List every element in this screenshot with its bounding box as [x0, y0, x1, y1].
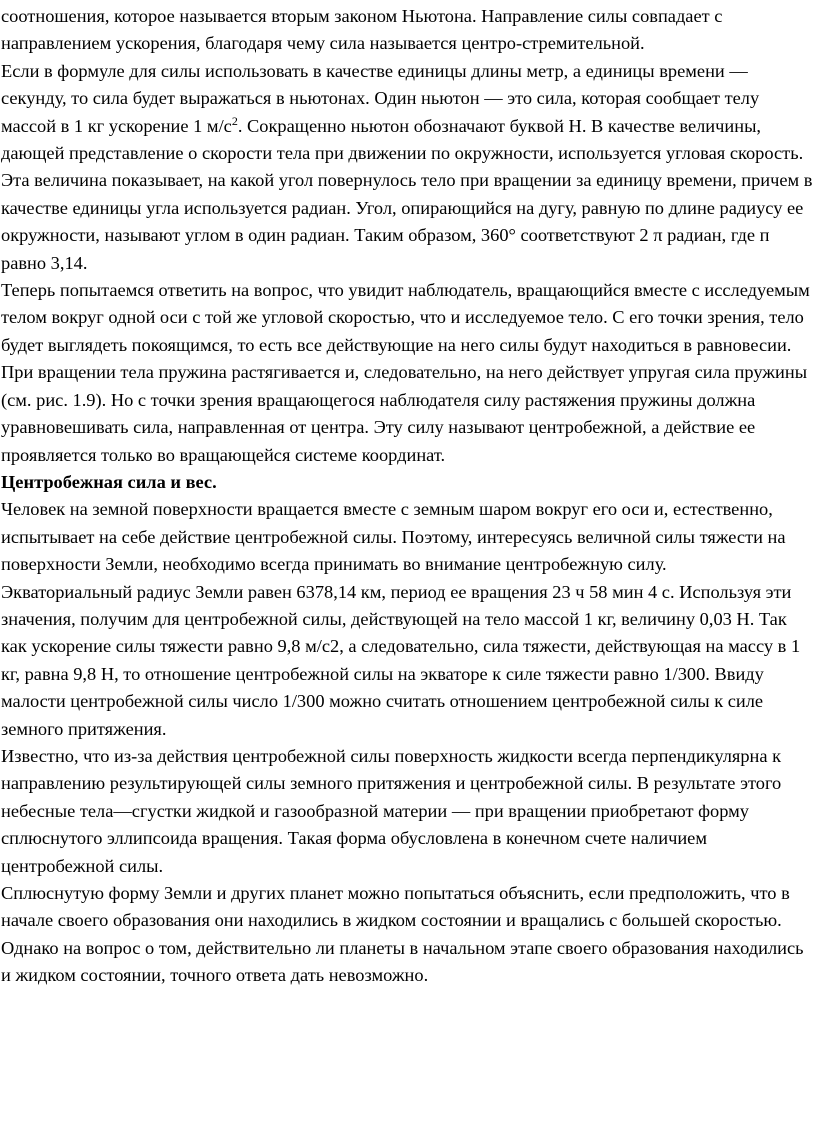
paragraph-newton-unit-text: Если в формуле для силы использовать в качестве единицы длины метр, а единицы времени — секунду, то сила будет выражаться в ньютонах. Один ньютон — это сила, которая сообщает телу массой в 1 кг ускорение 1 м/с	[1, 60, 760, 136]
superscript-exponent: 2	[231, 113, 238, 128]
paragraph-human-rotation: Человек на земной поверхности вращается вместе с земным шаром вокруг его оси и, естественно, испытывает на себе действие центробежной силы. Поэтому, интересуясь величной силы тяжести на поверхности Земли, необходимо всегда принимать во внимание центробежную силу.	[1, 499, 786, 575]
paragraph-oblate-shape: Сплюснутую форму Земли и других планет можно попытаться объяснить, если предположить, что в начале своего образования они находились в жидком состоянии и вращались с большей скоростью. Однако на вопрос о том, действительно ли планеты в начальном этапе своего образования находились и жидком состоянии, точного ответа дать невозможно.	[1, 883, 804, 986]
paragraph-newton-unit-text-end: . Сокращенно ньютон обозначают буквой Н. В качестве величины, дающей представление о скорости тела при движении по окружности, используется угловая скорость.	[1, 115, 804, 164]
paragraph-liquid-surface: Известно, что из-за действия центробежной силы поверхность жидкости всегда перпендикулярна к направлению результирующей силы земного притяжения и центробежной силы. В результате этого небесные тела—сгустки жидкой и газообразной материи — при вращении приобретают форму сплюснутого эллипсоида вращения. Такая форма обусловлена в конечном счете наличием центробежной силы.	[1, 745, 782, 876]
paragraph-equatorial-radius: Экваториальный радиус Земли равен 6378,14 км, период ее вращения 23 ч 58 мин 4 с. Используя эти значения, получим для центробежной силы, действующей на тело массой 1 кг, величину 0,03 Н. Так как ускорение силы тяжести равно 9,8 м/с2, а следовательно, сила тяжести, действующая на массу в 1 кг, равна 9,8 Н, то отношение центробежной силы на экваторе к силе тяжести равно 1/300. Ввиду малости центробежной силы число 1/300 можно считать отношением центробежной силы к силе земного притяжения.	[1, 581, 801, 739]
paragraph-radian: Эта величина показывает, на какой угол повернулось тело при вращении за единицу времени, причем в качестве единицы угла используется радиан. Угол, опирающийся на дугу, равную по длине радиусу ее окружности, называют углом в один радиан. Таким образом, 360° соответствуют 2 π радиан, где п равно 3,14.	[1, 170, 813, 273]
paragraph-newton-unit	[1, 58, 816, 168]
paragraph-newton-second-law: соотношения, которое называется вторым законом Ньютона. Направление силы совпадает с направлением ускорения, благодаря чему сила называется центро-стремительной.	[1, 6, 723, 54]
paragraph-rotating-observer: Теперь попытаемся ответить на вопрос, что увидит наблюдатель, вращающийся вместе с исследуемым телом вокруг одной оси с той же угловой скоростью, что и исследуемое тело. С его точки зрения, тело будет выглядеть покоящимся, то есть все действующие на него силы будут находиться в равновесии. При вращении тела пружина растягивается и, следовательно, на него действует упругая сила пружины (см. рис. 1.9). Но с точки зрения вращающегося наблюдателя силу растяжения пружины должна уравновешивать сила, направленная от центра. Эту силу называют центробежной, а действие ее проявляется только во вращающейся системе координат.	[1, 280, 810, 465]
section-heading: Центробежная сила и вес.	[1, 471, 217, 492]
